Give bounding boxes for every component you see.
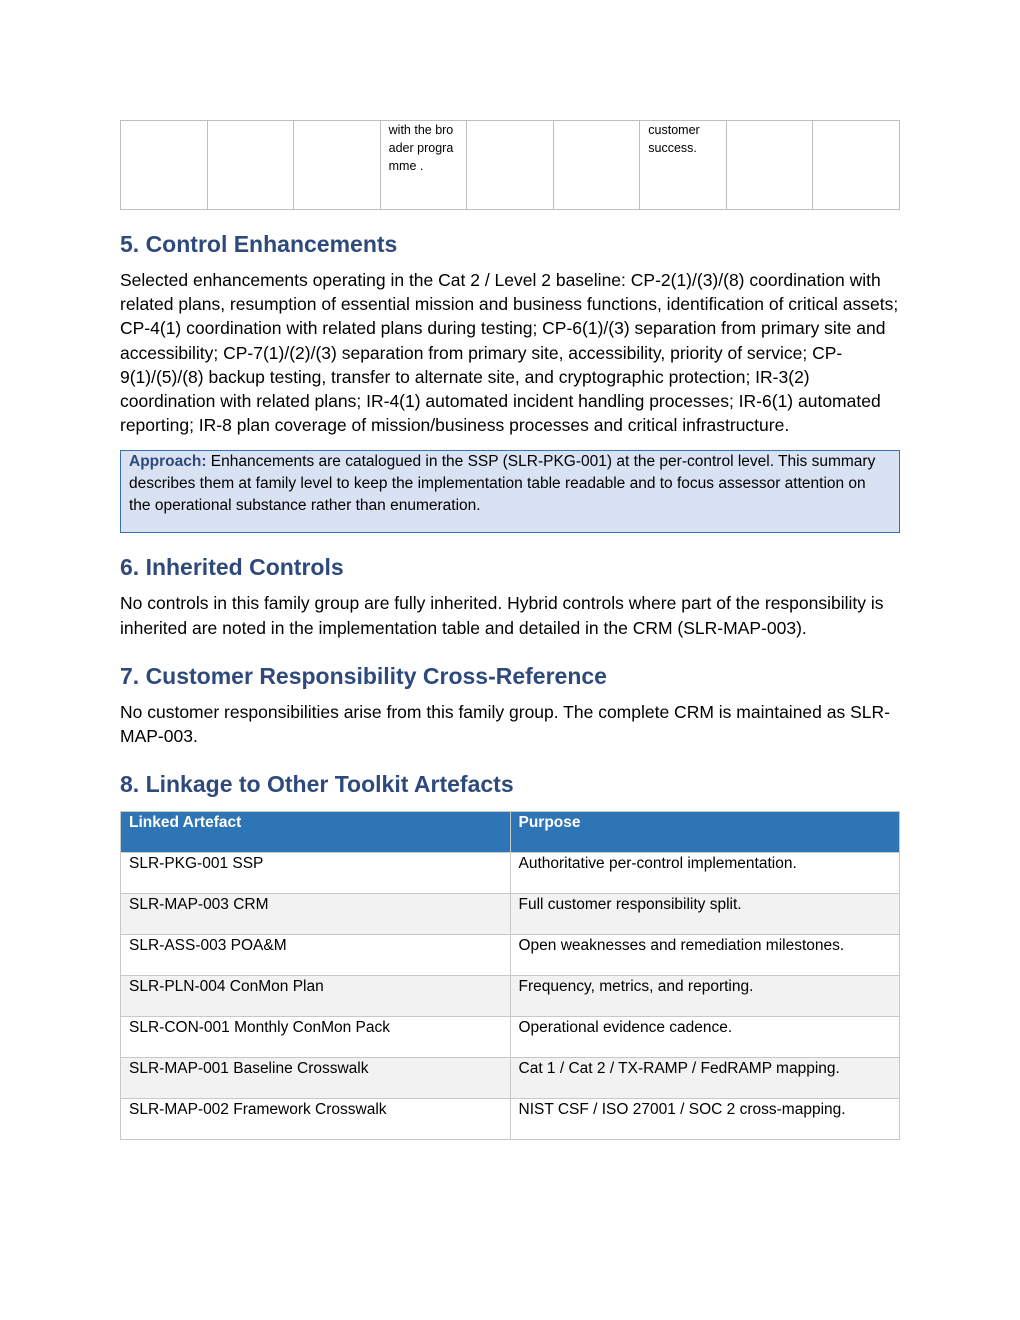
table-row <box>121 1099 900 1140</box>
section-heading: 7. Customer Responsibility Cross-Reference <box>120 662 607 689</box>
table-cell: NIST CSF / ISO 27001 / SOC 2 cross-mapping. <box>510 1099 900 1140</box>
table-cell <box>294 121 381 210</box>
callout-text: Enhancements are catalogued in the SSP (SLR-PKG-001) at the per-control level. This summary describes them at family level to keep the implementation table readable and to focus assessor attention on the operational substance rather than enumeration. <box>129 453 876 515</box>
table-cell: SLR-MAP-003 CRM <box>121 894 511 935</box>
table-cell: SLR-MAP-002 Framework Crosswalk <box>121 1099 511 1140</box>
linkage-table <box>120 811 900 1140</box>
table-cell <box>380 121 467 210</box>
section-heading: 6. Inherited Controls <box>120 554 344 581</box>
table-cell <box>553 121 640 210</box>
table-cell: SLR-MAP-001 Baseline Crosswalk <box>121 1058 511 1099</box>
table-header-row <box>121 812 900 853</box>
section-heading: 5. Control Enhancements <box>120 231 398 257</box>
section-body: Selected enhancements operating in the Cat 2 / Level 2 baseline: CP-2(1)/(3)/(8) coordination with related plans, resumption of essential mission and business functions, identification of critical assets; CP-4(1) coordination with related plans during testing; CP-6(1)/(3) separation from primary site and accessibility; CP-7(1)/(2)/(3) separation from primary site, accessibility, priority of service; CP-9(1)/(5)/(8) backup testing, transfer to alternate site, and cryptographic protection; IR-3(2) coordination with related plans; IR-4(1) automated incident handling processes; IR-6(1) automated reporting; IR-8 plan coverage of mission/business processes and critical infrastructure. <box>120 270 899 436</box>
section-body: No customer responsibilities arise from this family group. The complete CRM is maintained as SLR-MAP-003. <box>120 701 890 747</box>
table-cell: Cat 1 / Cat 2 / TX-RAMP / FedRAMP mapping. <box>510 1058 900 1099</box>
table-cell: Authoritative per-control implementation. <box>510 853 900 894</box>
continuation-table <box>120 120 900 210</box>
table-cell: SLR-ASS-003 POA&M <box>121 935 511 976</box>
table-cell <box>207 121 294 210</box>
cell-text: with the broader programme . <box>388 123 454 173</box>
table-cell: Full customer responsibility split. <box>510 894 900 935</box>
table-row <box>121 976 900 1017</box>
table-cell <box>467 121 554 210</box>
section-heading: 8. Linkage to Other Toolkit Artefacts <box>120 771 514 798</box>
callout-label: Approach: <box>129 453 207 471</box>
table-row <box>121 935 900 976</box>
table-cell: Open weaknesses and remediation milestones. <box>510 935 900 976</box>
table-cell: SLR-PLN-004 ConMon Plan <box>121 976 511 1017</box>
approach-callout <box>120 450 900 533</box>
table-row <box>121 1058 900 1099</box>
table-cell <box>813 121 900 210</box>
table-cell: customer success. <box>640 121 727 210</box>
section-body: No controls in this family group are fully inherited. Hybrid controls where part of the responsibility is inherited are noted in the implementation table and detailed in the CRM (SLR-MAP-003). <box>120 593 884 638</box>
table-row <box>121 894 900 935</box>
column-header: Purpose <box>510 812 900 853</box>
table-row <box>121 1017 900 1058</box>
table-cell <box>121 121 208 210</box>
document-page <box>120 120 900 1140</box>
table-cell <box>726 121 813 210</box>
table-cell: Frequency, metrics, and reporting. <box>510 976 900 1017</box>
table-cell: SLR-CON-001 Monthly ConMon Pack <box>121 1017 511 1058</box>
table-row <box>121 853 900 894</box>
column-header: Linked Artefact <box>121 812 511 853</box>
table-row <box>121 121 900 210</box>
table-cell: Operational evidence cadence. <box>510 1017 900 1058</box>
table-cell: SLR-PKG-001 SSP <box>121 853 511 894</box>
